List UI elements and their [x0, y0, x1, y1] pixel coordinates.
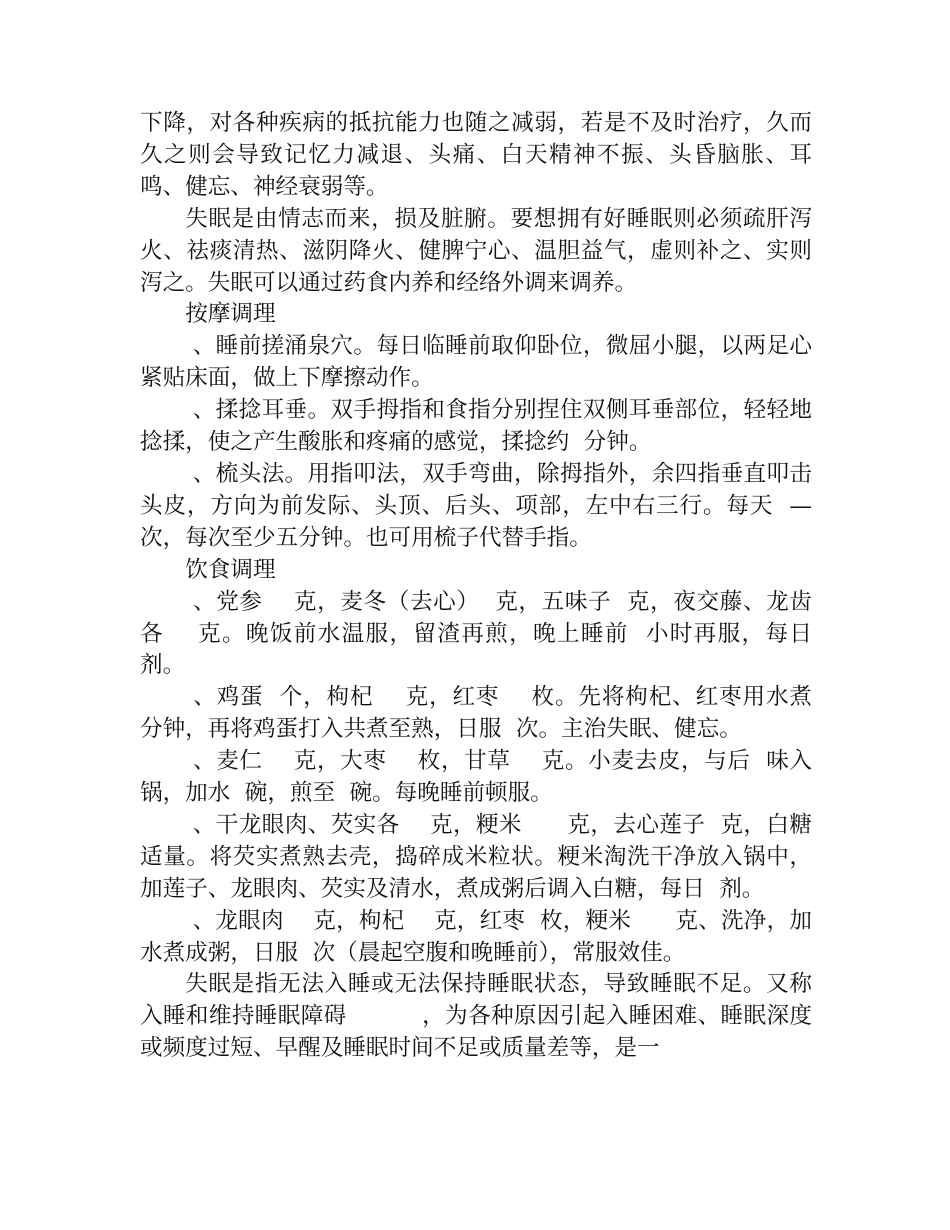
- massage-item-2: 、揉捻耳垂。双手拇指和食指分别捏住双侧耳垂部位，轻轻地捻揉，使之产生酸胀和疼痛的感觉，揉捻约 分钟。: [140, 397, 813, 456]
- paragraph-1: 下降，对各种疾病的抵抗能力也随之减弱，若是不及时治疗，久而久之则会导致记忆力减退、头痛、白天精神不振、头昏脑胀、耳鸣、健忘、神经衰弱等。: [140, 110, 812, 200]
- document-page: [140, 108, 841, 1065]
- diet-item-1: 、党参 克，麦冬（去心） 克，五味子 克，夜交藤、龙齿各 克。晚饭前水温服，留渣再煎，晚上睡前 小时再服，每日 剂。: [140, 588, 827, 679]
- diet-item-2: 、鸡蛋 个，枸杞 克，红枣 枚。先将枸杞、红枣用水煮 分钟，再将鸡蛋打入共煮至熟，日服 次。主治失眠、健忘。: [140, 684, 841, 743]
- diet-item-5: 、龙眼肉 克，枸杞 克，红枣 枚，粳米 克、洗净，加水煮成粥，日服 次（晨起空腹和晚睡前），常服效佳。: [140, 907, 812, 966]
- diet-item-3: 、麦仁 克，大枣 枚，甘草 克。小麦去皮，与后 味入锅，加水 碗，煎至 碗。每晚睡前顿服。: [140, 748, 812, 807]
- paragraph-definition: 失眠是指无法入睡或无法保持睡眠状态，导致睡眠不足。又称入睡和维持睡眠障碍 ，为各种原因引起入睡困难、睡眠深度或频度过短、早醒及睡眠时间不足或质量差等，是一: [140, 971, 812, 1062]
- diet-item-4: 、干龙眼肉、芡实各 克，粳米 克，去心莲子 克，白糖适量。将芡实煮熟去壳，捣碎成米粒状。粳米淘洗干净放入锅中，加莲子、龙眼肉、芡实及清水，煮成粥后调入白糖，每日 剂。: [140, 811, 812, 902]
- massage-item-1: 、睡前搓涌泉穴。每日临睡前取仰卧位，微屈小腿，以两足心紧贴床面，做上下摩擦动作。: [140, 333, 813, 392]
- massage-item-3: 、梳头法。用指叩法，双手弯曲，除拇指外，余四指垂直叩击头皮，方向为前发际、头顶、后头、项部，左中右三行。每天 — 次，每次至少五分钟。也可用梳子代替手指。: [140, 460, 827, 551]
- section-heading-diet: 饮食调理: [185, 556, 276, 583]
- paragraph-2: 失眠是由情志而来，损及脏腑。要想拥有好睡眠则必须疏肝泻火、祛痰清热、滋阴降火、健脾宁心、温胆益气，虚则补之、实则泻之。失眠可以通过药食内养和经络外调来调养。: [140, 205, 812, 296]
- section-heading-massage: 按摩调理: [185, 301, 276, 328]
